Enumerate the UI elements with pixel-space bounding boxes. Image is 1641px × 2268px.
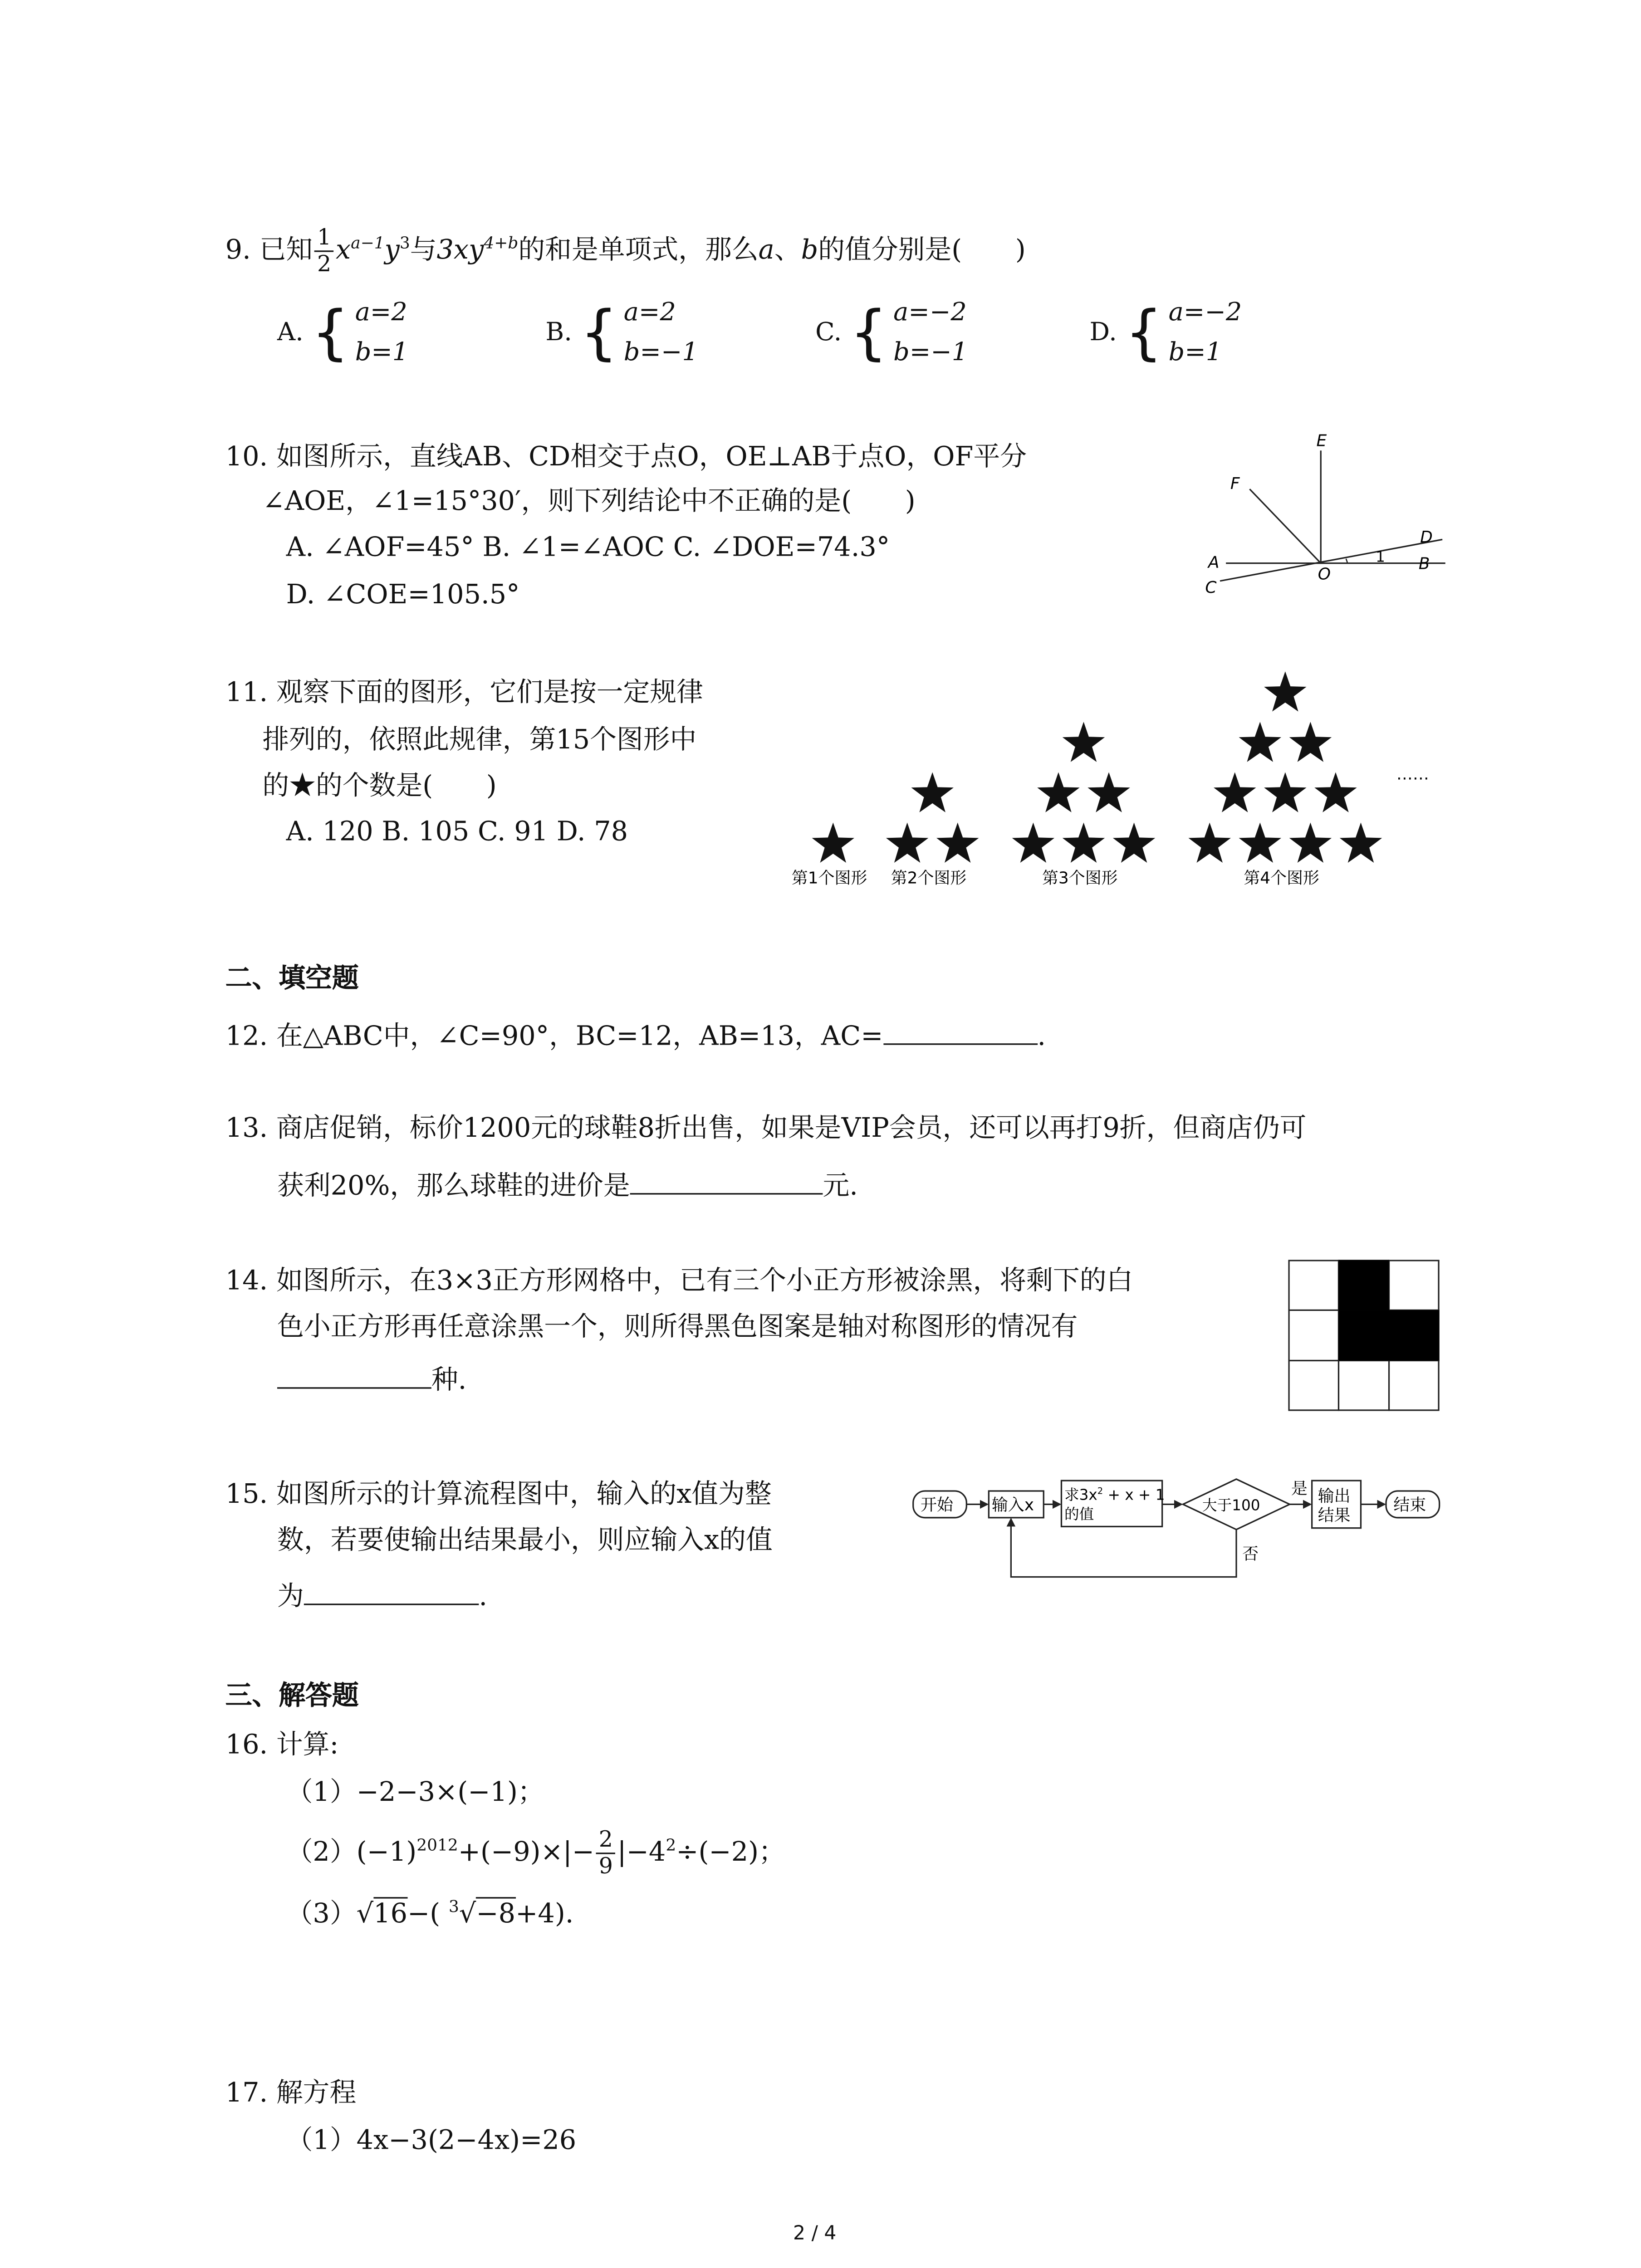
q12-text: 12. 在△ABC中，∠C=90°，BC=12，AB=13，AC=	[225, 1021, 883, 1052]
q9-text-pre: 已知	[259, 235, 313, 266]
q13-line1: 13. 商店促销，标价1200元的球鞋8折出售，如果是VIP会员，还可以再打9折，但商店仍可	[225, 1113, 1307, 1144]
q9-option-b-line2: b=−1	[623, 337, 698, 368]
q15-line1: 15. 如图所示的计算流程图中，输入的x值为整	[225, 1479, 772, 1510]
q9-option-c-line2: b=−1	[893, 337, 968, 368]
q9-option-c-label: C.	[815, 318, 842, 348]
star-icon	[911, 772, 953, 812]
q9-option-a-line1: a=2	[355, 298, 407, 328]
q12-end: .	[1037, 1021, 1046, 1052]
q9-option-d-label: D.	[1089, 318, 1117, 348]
q9-text-end: 的值分别是( )	[818, 235, 1026, 266]
black-cell	[1338, 1260, 1389, 1310]
q11-options: A. 120 B. 105 C. 91 D. 78	[286, 816, 628, 848]
star-icon	[1314, 772, 1357, 812]
sqrt-icon: √	[356, 1898, 374, 1930]
flow-output-label-1: 输出	[1318, 1486, 1351, 1505]
q14-answer-blank[interactable]	[277, 1360, 431, 1388]
q12-answer-blank[interactable]	[883, 1017, 1038, 1045]
q9-frac-num: 1	[314, 225, 334, 252]
question-9	[225, 225, 1026, 277]
star-icon	[1012, 822, 1054, 863]
q16-part3	[286, 1897, 574, 1932]
flow-calc-label-2: 的值	[1064, 1505, 1094, 1523]
star-icon	[886, 822, 928, 863]
black-cell	[1338, 1310, 1389, 1360]
q16-p3-pre: （3）	[286, 1898, 357, 1930]
star-icon	[1239, 822, 1281, 863]
q14-line3	[277, 1360, 466, 1399]
flow-decision-label: 大于100	[1202, 1496, 1260, 1514]
question-12	[225, 1017, 1046, 1055]
stars-group	[812, 671, 1382, 863]
q9-var-b: b	[801, 235, 818, 266]
q11-line3: 的★的个数是( )	[262, 771, 497, 802]
q16-p3-mid: −(	[407, 1898, 441, 1930]
q15-line2: 数，若要使输出结果最小，则应输入x的值	[277, 1525, 773, 1556]
star-icon	[1289, 822, 1332, 863]
q10-options-line1: A. ∠AOF=45° B. ∠1=∠AOC C. ∠DOE=74.3°	[286, 532, 890, 563]
q11-line1: 11. 观察下面的图形，它们是按一定规律	[225, 677, 703, 709]
left-brace-icon: {	[311, 299, 349, 368]
q9-option-d-line1: a=−2	[1168, 298, 1242, 328]
q17-title: 17. 解方程	[225, 2077, 357, 2109]
cbrt-icon: √	[459, 1898, 476, 1930]
q9-frac-den: 2	[317, 250, 332, 278]
q11-line2: 排列的，依照此规律，第15个图形中	[262, 724, 697, 756]
q9-term2-exp: 3	[399, 233, 410, 253]
q10-angle-figure	[1193, 433, 1453, 611]
q16-p3-root-index: 3	[449, 1897, 459, 1916]
q16-p2-mid: +(−9)×|−	[458, 1837, 594, 1868]
q13-end: 元.	[823, 1171, 858, 1202]
star-icon	[1289, 722, 1332, 762]
star-icon	[1214, 772, 1256, 812]
q15-flowchart	[907, 1473, 1449, 1583]
q9-term1-exp: a−1	[351, 233, 385, 253]
star-icon	[812, 822, 854, 863]
q9-option-a-line2: b=1	[355, 337, 409, 368]
section-2-title: 二、填空题	[225, 963, 359, 995]
star-icon	[1239, 722, 1281, 762]
q9-term1: x	[335, 235, 351, 266]
q16-p2-end: ÷(−2)；	[676, 1837, 785, 1868]
label-a: A	[1208, 553, 1220, 572]
q16-p3-sqrt-value: 16	[373, 1897, 407, 1930]
caption-figure-4: 第4个图形	[1244, 869, 1319, 888]
q10-line2: ∠AOE，∠1=15°30′，则下列结论中不正确的是( )	[262, 486, 916, 518]
q17-part1: （1）4x−3(2−4x)=26	[286, 2125, 577, 2157]
ray-of	[1249, 489, 1321, 563]
q9-option-a-label: A.	[277, 318, 304, 348]
q13-line2	[277, 1166, 858, 1205]
q9-option-d-line2: b=1	[1168, 337, 1222, 368]
q16-part2	[286, 1828, 785, 1879]
star-icon	[1063, 722, 1105, 762]
q16-p2-fraction	[596, 1828, 616, 1879]
q16-part1: （1）−2−3×(−1)；	[286, 1777, 544, 1809]
star-icon	[1188, 822, 1230, 863]
label-d: D	[1420, 528, 1433, 547]
left-brace-icon: {	[849, 299, 888, 368]
q13-text: 获利20%，那么球鞋的进价是	[277, 1171, 630, 1202]
flow-output-label-2: 结果	[1318, 1506, 1351, 1525]
q13-answer-blank[interactable]	[630, 1166, 823, 1194]
label-c: C	[1205, 578, 1217, 597]
q15-text: 为	[277, 1581, 304, 1613]
label-b: B	[1418, 554, 1430, 573]
q9-term2: y	[384, 235, 400, 266]
q9-term3-exp: 4+b	[484, 233, 519, 253]
q9-option-b-label: B.	[545, 318, 572, 348]
q16-p2-post: |−4	[617, 1837, 666, 1868]
q9-option-d	[1090, 293, 1242, 373]
q10-options-line2: D. ∠COE=105.5°	[286, 579, 520, 611]
ellipsis: ……	[1396, 765, 1429, 784]
q9-term3: 3xy	[436, 235, 484, 266]
caption-figure-2: 第2个图形	[891, 869, 967, 888]
left-brace-icon: {	[580, 299, 618, 368]
page-number: 2 / 4	[793, 2223, 837, 2246]
star-icon	[1063, 822, 1105, 863]
flow-yes-label: 是	[1291, 1479, 1308, 1498]
q9-var-a: a	[758, 235, 774, 266]
q16-p2-frac-den: 9	[598, 1853, 613, 1880]
q14-line1: 14. 如图所示，在3×3正方形网格中，已有三个小正方形被涂黑，将剩下的白	[225, 1266, 1133, 1297]
q16-p3-cbrt-value: −8	[476, 1897, 515, 1930]
star-icon	[1264, 671, 1306, 712]
q9-option-c-line1: a=−2	[893, 298, 967, 328]
q9-option-c	[815, 293, 968, 373]
q9-sep: 、	[774, 235, 801, 266]
flow-calc-label: 求$3x^2 + x + 1$	[1064, 1486, 1165, 1504]
q16-p2-frac-num: 2	[596, 1828, 616, 1854]
left-brace-icon: {	[1125, 299, 1163, 368]
label-o: O	[1318, 565, 1331, 584]
q9-text-post: 的和是单项式，那么	[518, 235, 759, 266]
flow-loop-arrow	[1011, 1519, 1236, 1577]
star-icon	[1037, 772, 1079, 812]
q16-p2-exp: 2012	[416, 1835, 458, 1855]
q9-option-b	[545, 293, 698, 373]
q16-p3-end: +4).	[515, 1898, 574, 1930]
star-icon	[1264, 772, 1306, 812]
q14-line2: 色小正方形再任意涂黑一个，则所得黑色图案是轴对称图形的情况有	[277, 1311, 1078, 1343]
q9-text-mid: 与	[410, 235, 437, 266]
q11-star-figures	[786, 664, 1453, 901]
q16-title: 16. 计算:	[225, 1730, 339, 1761]
q16-p2-exp2: 2	[666, 1835, 676, 1855]
q9-fraction	[314, 225, 334, 277]
section-3-title: 三、解答题	[225, 1681, 359, 1712]
flow-no-label: 否	[1242, 1545, 1259, 1564]
flow-start-label: 开始	[921, 1496, 953, 1515]
q14-grid-figure	[1288, 1260, 1442, 1414]
q15-line3	[277, 1577, 487, 1616]
caption-figure-1: 第1个图形	[791, 869, 867, 888]
label-f: F	[1230, 474, 1240, 494]
q16-p2-pre: （2）(−1)	[286, 1837, 417, 1868]
flow-input-label: 输入x	[991, 1496, 1034, 1515]
star-icon	[1340, 822, 1382, 863]
label-angle-1: 1	[1376, 548, 1385, 566]
q14-end: 种.	[431, 1365, 467, 1396]
label-e: E	[1316, 433, 1327, 450]
q10-line1: 10. 如图所示，直线AB、CD相交于点O，OE⊥AB于点O，OF平分	[225, 441, 1027, 473]
q15-answer-blank[interactable]	[304, 1577, 479, 1605]
black-cell	[1389, 1310, 1440, 1360]
q9-option-b-line1: a=2	[623, 298, 676, 328]
star-icon	[1087, 772, 1130, 812]
caption-figure-3: 第3个图形	[1042, 869, 1118, 888]
star-icon	[936, 822, 979, 863]
q9-number: 9.	[225, 235, 251, 266]
q9-option-a	[277, 293, 408, 373]
flow-end-label: 结束	[1393, 1496, 1426, 1515]
q15-end: .	[479, 1581, 488, 1613]
star-icon	[1113, 822, 1155, 863]
line-cd	[1220, 539, 1442, 581]
